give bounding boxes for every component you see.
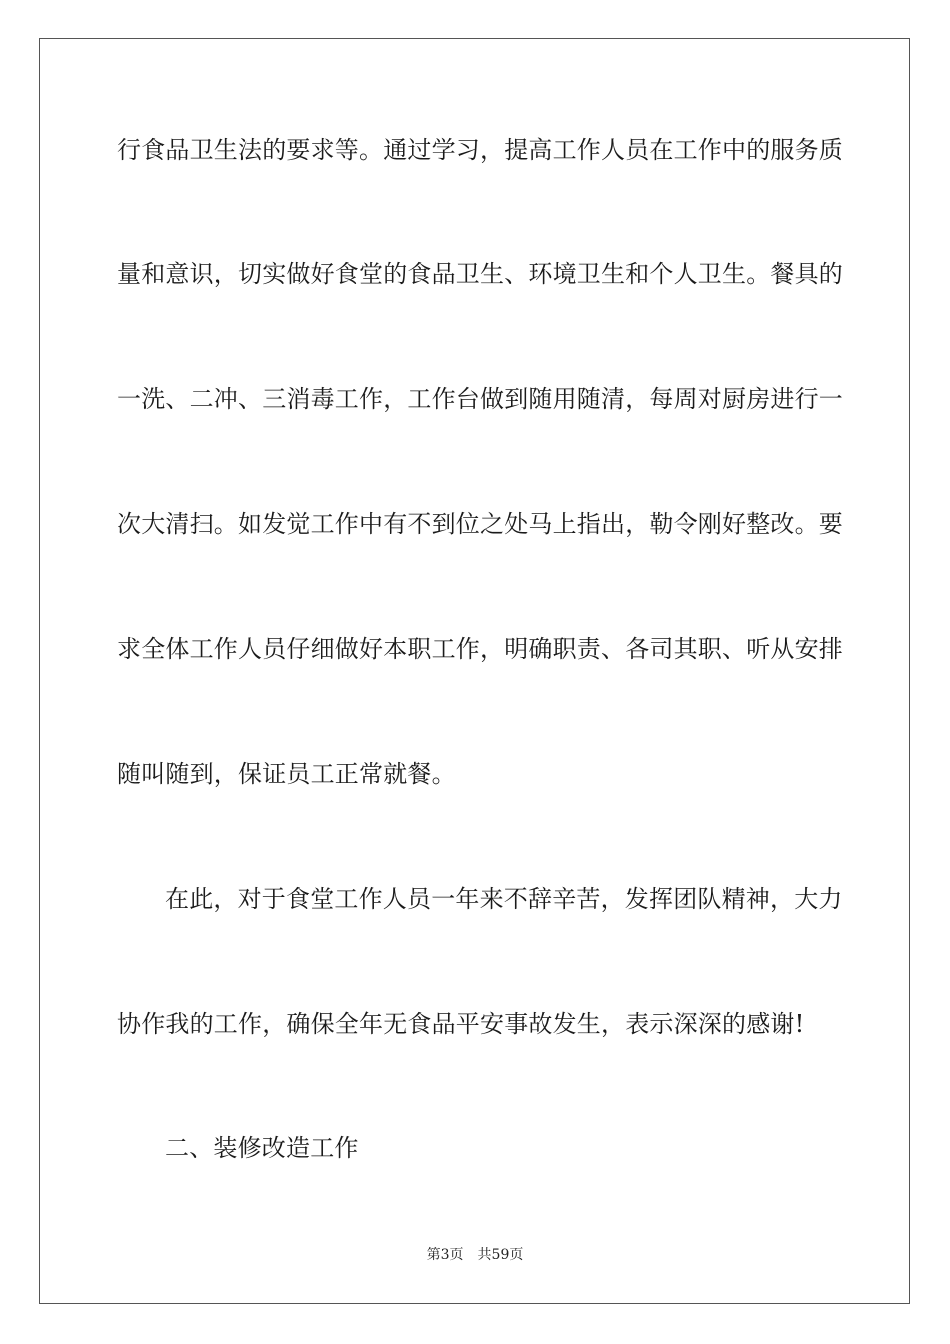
page-number: 第3页: [426, 1247, 464, 1263]
page-footer: [0, 1246, 950, 1264]
section-heading: 二、装修改造工作: [165, 1134, 359, 1162]
paragraph-line-2: 量和意识，切实做好食堂的食品卫生、环境卫生和个人卫生。餐具的: [117, 260, 843, 288]
paragraph-line-1: 行食品卫生法的要求等。通过学习，提高工作人员在工作中的服务质: [117, 136, 843, 164]
page-border: [39, 38, 910, 1304]
paragraph-line-8: 协作我的工作，确保全年无食品平安事故发生，表示深深的感谢!: [117, 1010, 805, 1038]
paragraph-line-7: 在此，对于食堂工作人员一年来不辞辛苦，发挥团队精神，大力: [165, 885, 843, 913]
paragraph-line-3: 一洗、二冲、三消毒工作，工作台做到随用随清，每周对厨房进行一: [117, 385, 843, 413]
paragraph-line-5: 求全体工作人员仔细做好本职工作，明确职责、各司其职、听从安排: [117, 635, 843, 663]
paragraph-line-6: 随叫随到，保证员工正常就餐。: [117, 760, 456, 788]
page-total: 共59页: [477, 1247, 524, 1263]
paragraph-line-4: 次大清扫。如发觉工作中有不到位之处马上指出，勒令刚好整改。要: [117, 510, 843, 538]
